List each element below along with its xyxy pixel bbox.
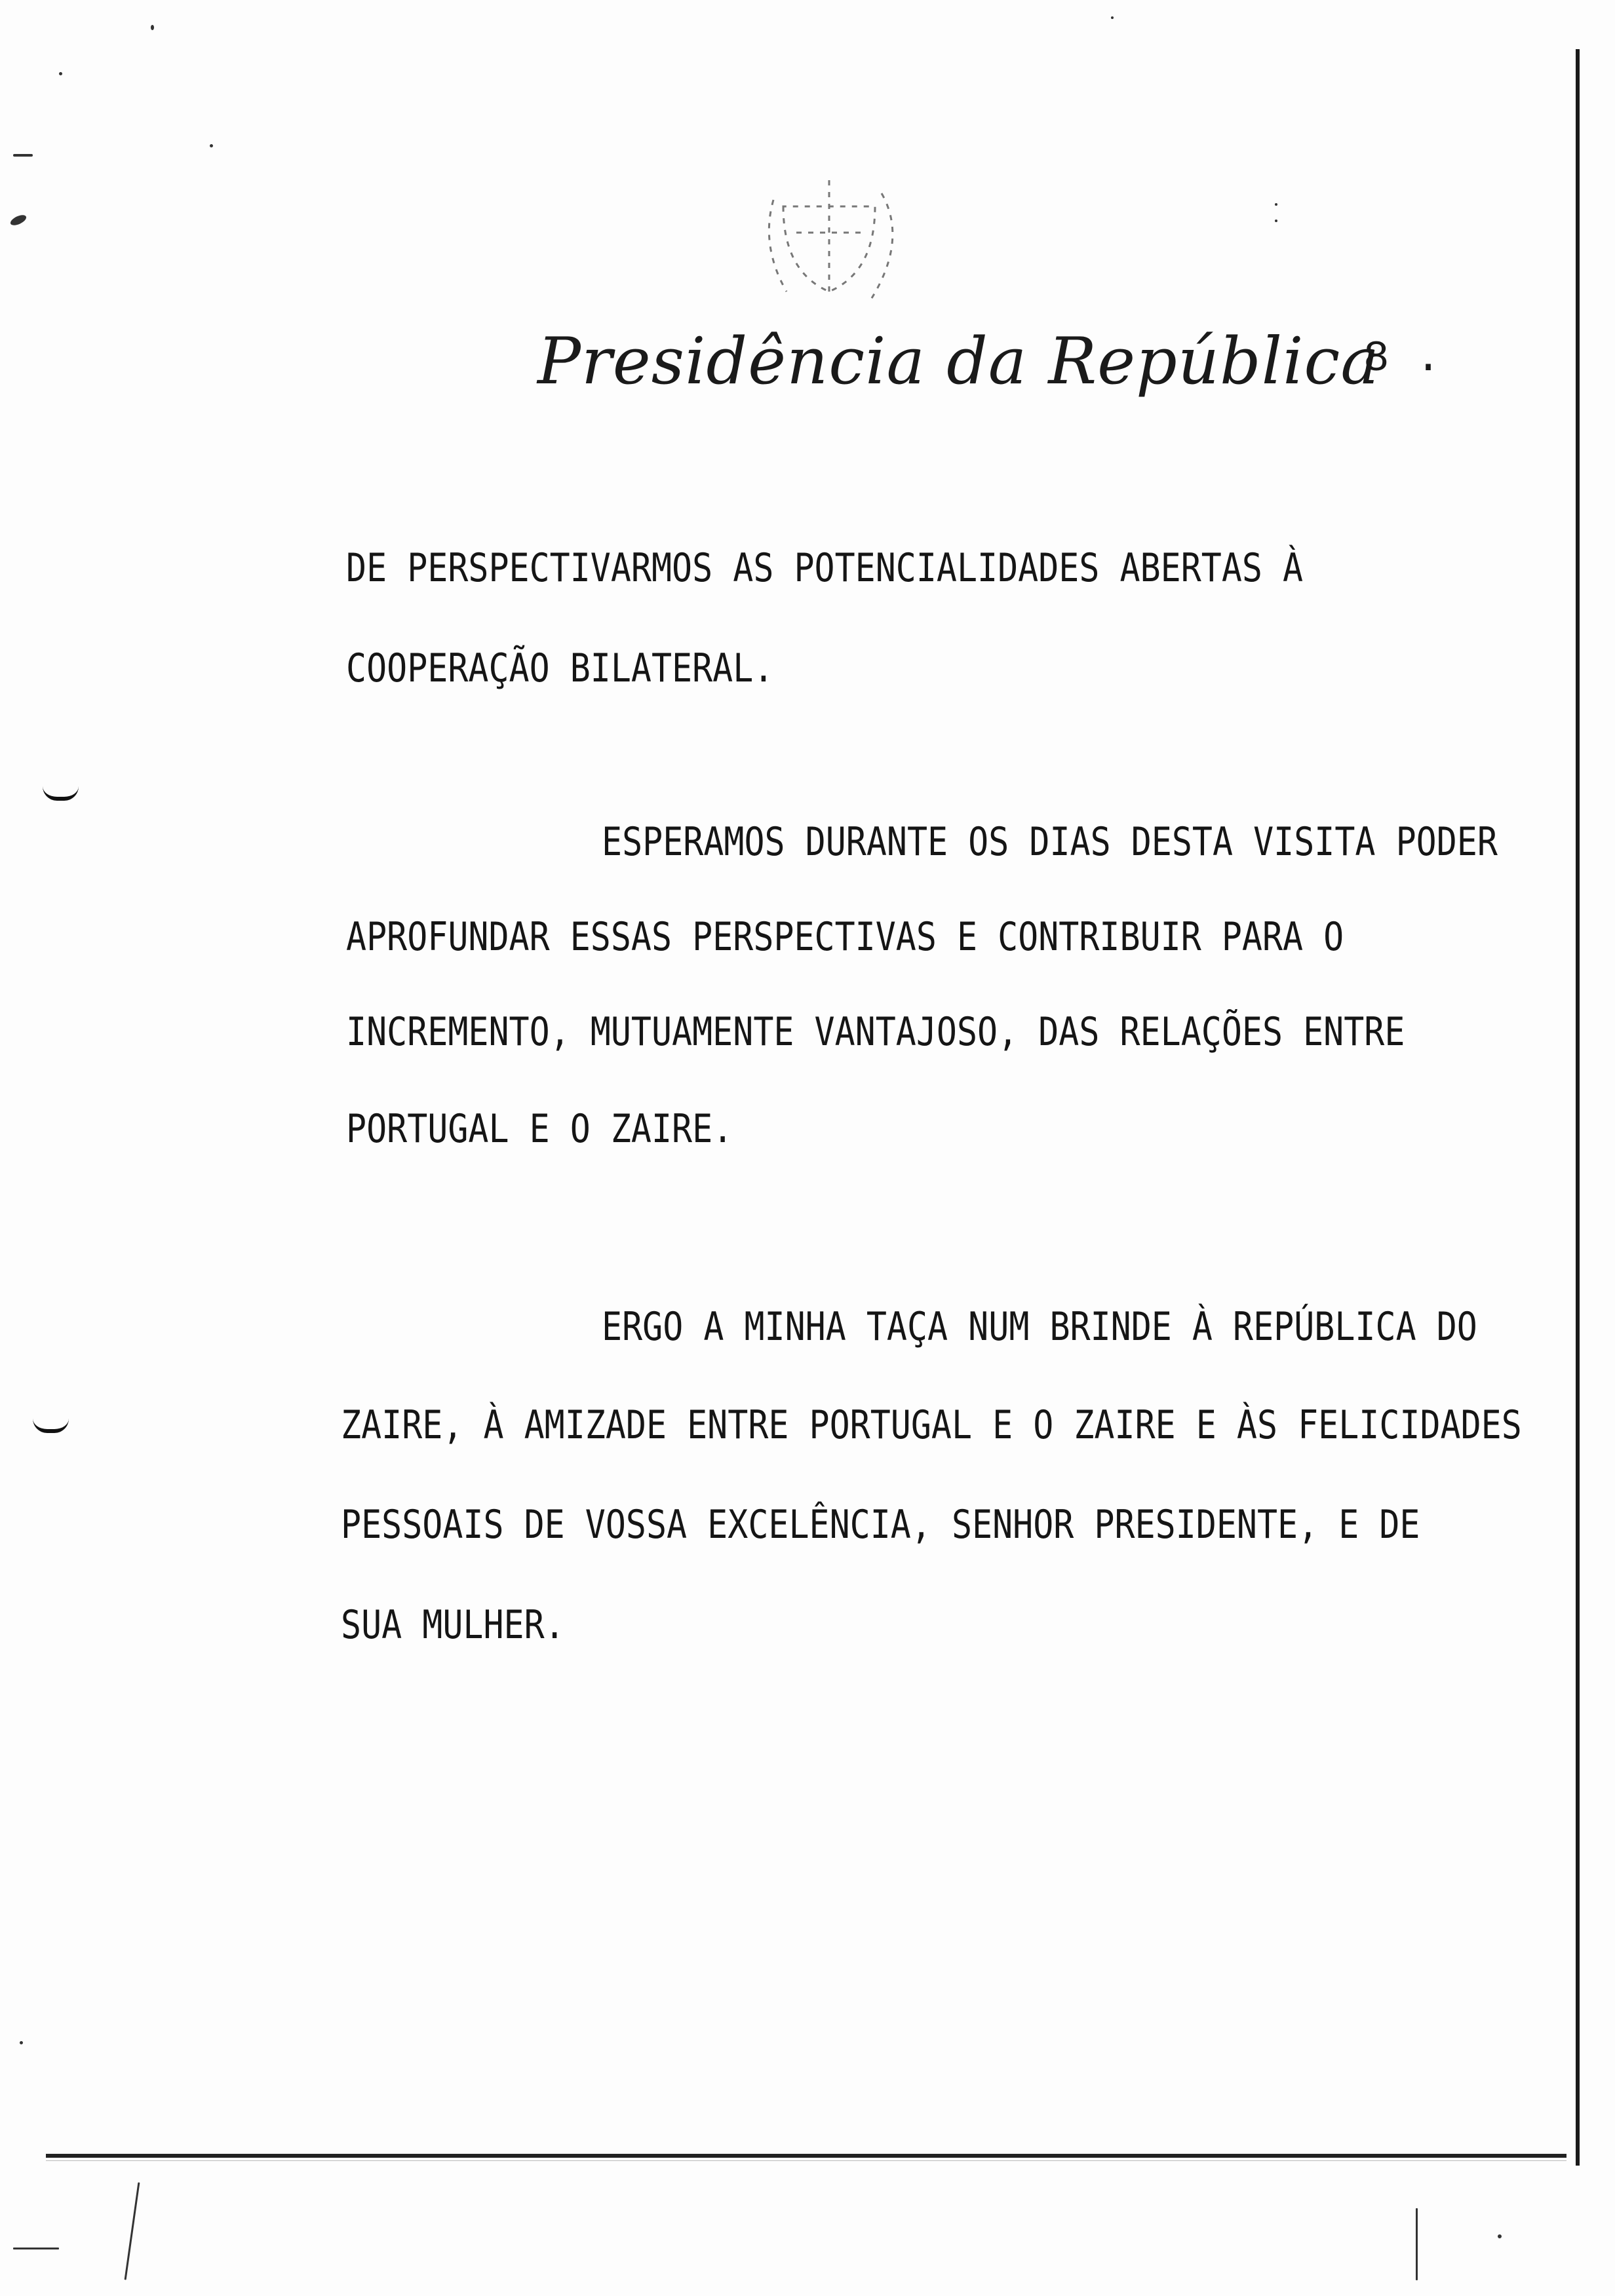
body-line: PORTUGAL E O ZAIRE.: [346, 1106, 733, 1152]
margin-mark: [43, 786, 79, 801]
body-line: ESPERAMOS DURANTE OS DIAS DESTA VISITA PODER: [602, 819, 1498, 865]
body-line: SUA MULHER.: [341, 1602, 565, 1648]
body-line: ERGO A MINHA TAÇA NUM BRINDE À REPÚBLICA DO: [602, 1304, 1477, 1350]
scan-speck: [9, 213, 28, 227]
coat-of-arms-seal: [757, 167, 908, 318]
page-number: 8 .: [1363, 334, 1441, 383]
body-line: APROFUNDAR ESSAS PERSPECTIVAS E CONTRIBUIR PARA O: [346, 914, 1344, 960]
scan-speck: [1416, 2208, 1418, 2280]
scan-speck: [125, 2183, 140, 2280]
letterhead-title: Presidência da República: [537, 324, 1380, 399]
scan-speck: [13, 154, 33, 157]
scan-edge-bottom-shadow: [46, 2160, 1566, 2161]
scan-speck: [151, 25, 154, 30]
body-line: ZAIRE, À AMIZADE ENTRE PORTUGAL E O ZAIRE E ÀS FELICIDADES: [341, 1402, 1522, 1448]
scan-speck: [20, 2041, 23, 2044]
scan-speck: [210, 144, 213, 147]
body-line: INCREMENTO, MUTUAMENTE VANTAJOSO, DAS RELAÇÕES ENTRE: [346, 1009, 1405, 1055]
body-line: DE PERSPECTIVARMOS AS POTENCIALIDADES ABERTAS À: [346, 545, 1304, 591]
scan-edge-right: [1576, 49, 1580, 2166]
body-line: PESSOAIS DE VOSSA EXCELÊNCIA, SENHOR PRESIDENTE, E DE: [341, 1502, 1420, 1548]
scan-speck: [1275, 203, 1277, 206]
body-line: COOPERAÇÃO BILATERAL.: [346, 645, 774, 691]
scan-edge-bottom: [46, 2154, 1566, 2158]
margin-mark: [33, 1419, 69, 1433]
scan-speck: [59, 72, 62, 75]
scan-speck: [1275, 220, 1277, 222]
scan-speck: [1111, 16, 1114, 19]
scan-speck: [1498, 2234, 1502, 2238]
scan-speck: [13, 2248, 59, 2249]
